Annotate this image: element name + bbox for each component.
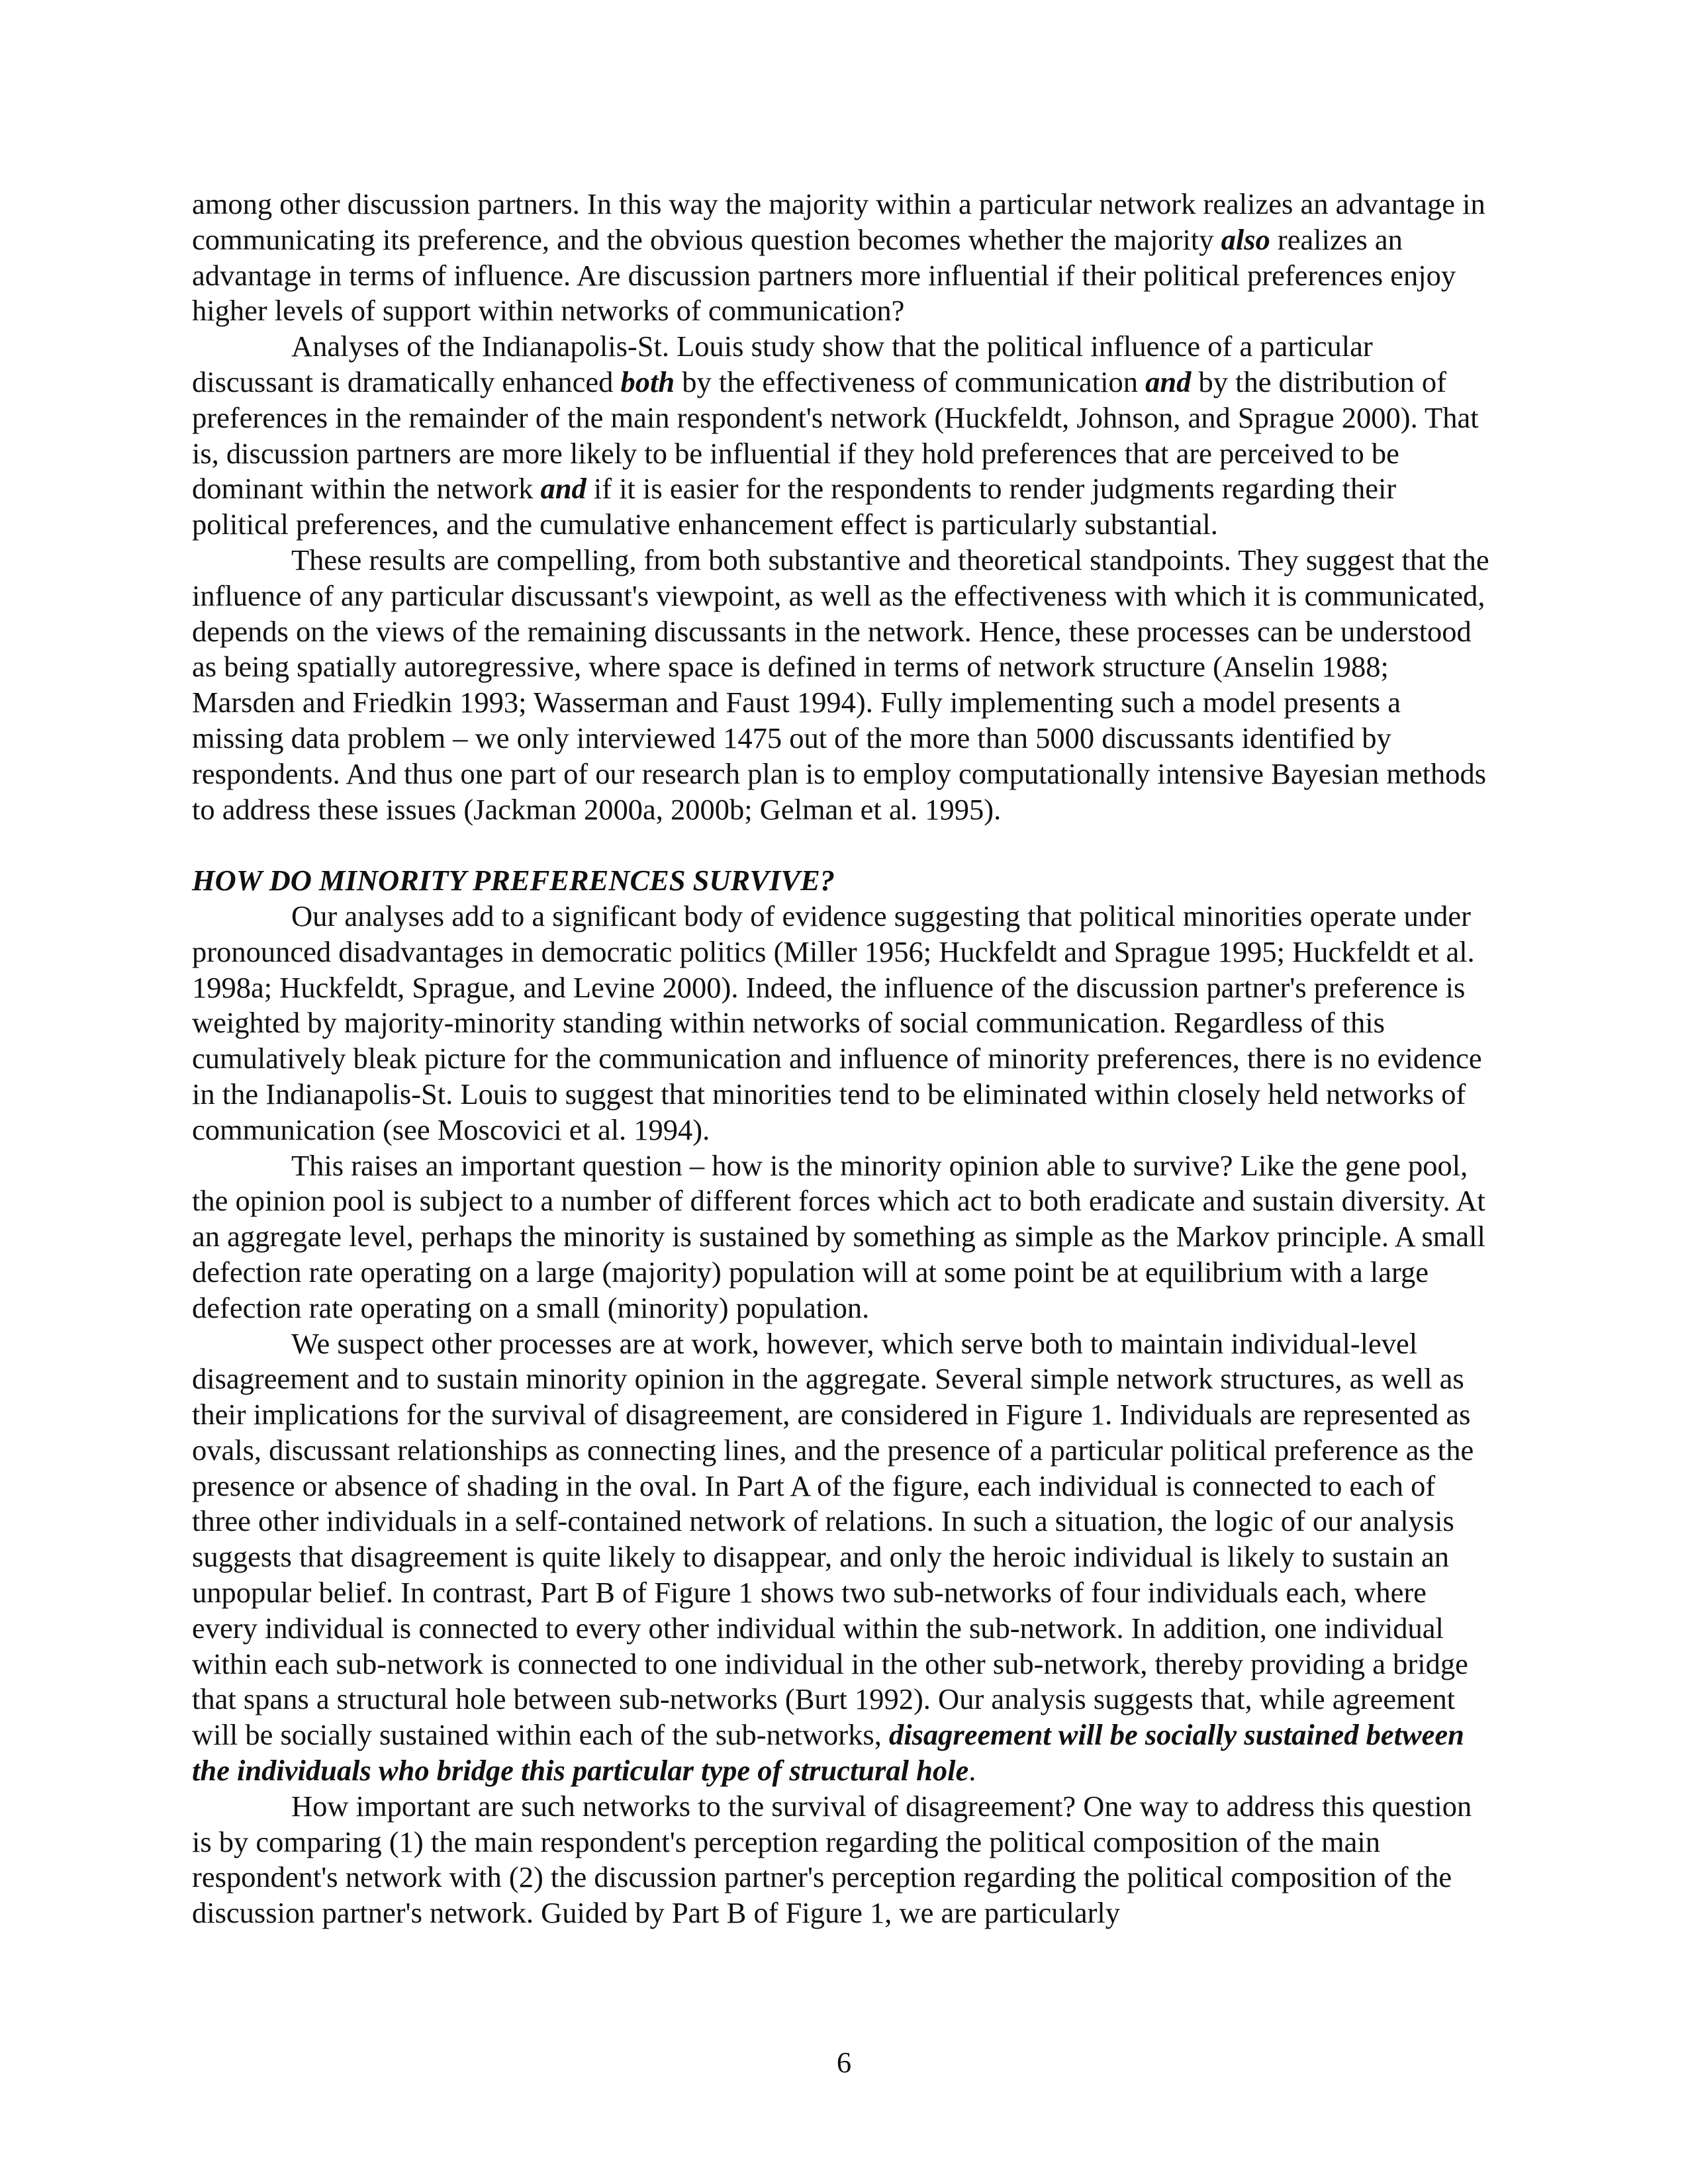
paragraph-2-text-a: Analyses of the Indianapolis-St. Louis study show that the political influence of a particular discussant is dramatically enhanced (192, 330, 1373, 398)
paragraph-1-text-a: among other discussion partners. In this way the majority within a particular network realizes an advantage in communicating its preference, and the obvious question becomes whether the majority (192, 187, 1485, 256)
paragraph-1-emphasis-also: also (1221, 222, 1270, 256)
paragraph-2 (192, 329, 1496, 543)
paragraph-3: These results are compelling, from both substantive and theoretical standpoints. They suggest that the influence of any particular discussant's viewpoint, as well as the effectiveness with which it is communicated, depends on the views of the remaining discussants in the network. Hence, these processes can be understood as being spatially autoregressive, where space is defined in terms of network structure (Anselin 1988; Marsden and Friedkin 1993; Wasserman and Faust 1994). Fully implementing such a model presents a missing data problem – we only interviewed 1475 out of the more than 5000 discussants identified by respondents. And thus one part of our research plan is to employ computationally intensive Bayesian methods to address these issues (Jackman 2000a, 2000b; Gelman et al. 1995). (192, 543, 1489, 826)
page-number: 6 (836, 2046, 852, 2079)
paragraph-2-emphasis-and-2: and (540, 472, 586, 506)
paragraph-2-emphasis-and-1: and (1145, 365, 1192, 398)
paragraph-1 (192, 187, 1496, 329)
paragraph-2-text-d: if it is easier for the respondents to render judgments regarding their political preferences, and the cumulative enhancement effect is particularly substantial. (192, 472, 1397, 541)
document-body (192, 187, 1496, 1931)
paragraph-5: This raises an important question – how is the minority opinion able to survive? Like the gene pool, the opinion pool is subject to a number of different forces which act to both eradicate and sustain diversity. At an aggregate level, perhaps the minority is sustained by something as simple as the Markov principle. A small defection rate operating on a large (majority) population will at some point be at equilibrium with a large defection rate operating on a small (minority) population. (192, 1148, 1485, 1324)
paragraph-6-text-b: . (968, 1754, 976, 1788)
paragraph-6 (192, 1326, 1496, 1789)
paragraph-7: How important are such networks to the survival of disagreement? One way to address this question is by comparing (1) the main respondent's perception regarding the political composition of the main respondent's network with (2) the discussion partner's perception regarding the political composition of the discussion partner's network. Guided by Part B of Figure 1, we are particularly (192, 1789, 1472, 1930)
paragraph-6-emphasis: disagreement will be socially sustained between the individuals who bridge this particular type of structural hole (192, 1718, 1464, 1788)
section-heading: HOW DO MINORITY PREFERENCES SURVIVE? (192, 864, 835, 897)
paragraph-1-text-b: realizes an advantage in terms of influence. Are discussion partners more influential if their political preferences enjoy higher levels of support within networks of communication? (192, 222, 1456, 328)
paragraph-2-text-b: by the effectiveness of communication (675, 365, 1146, 398)
paragraph-4: Our analyses add to a significant body of evidence suggesting that political minorities operate under pronounced disadvantages in democratic politics (Miller 1956; Huckfeldt and Sprague 1995; Huckfeldt et al. 1998a; Huckfeldt, Sprague, and Levine 2000). Indeed, the influence of the discussion partner's preference is weighted by majority-minority standing within networks of social communication. Regardless of this cumulatively bleak picture for the communication and influence of minority preferences, there is no evidence in the Indianapolis-St. Louis to suggest that minorities tend to be eliminated within closely held networks of communication (see Moscovici et al. 1994). (192, 899, 1482, 1146)
paragraph-2-text-c: by the distribution of preferences in the remainder of the main respondent's network (Huckfeldt, Johnson, and Sprague 2000). That is, discussion partners are more likely to be influential if they hold preferences that are perceived to be dominant within the network (192, 365, 1479, 506)
paragraph-2-emphasis-both: both (620, 365, 675, 398)
paragraph-6-text-a: We suspect other processes are at work, however, which serve both to maintain individual-level disagreement and to sustain minority opinion in the aggregate. Several simple network structures, as well as their implications for the survival of disagreement, are considered in Figure 1. Individuals are represented as ovals, discussant relationships as connecting lines, and the presence of a particular political preference as the presence or absence of shading in the oval. In Part A of the figure, each individual is connected to each of three other individuals in a self-contained network of relations. In such a situation, the logic of our analysis suggests that disagreement is quite likely to disappear, and only the heroic individual is likely to sustain an unpopular belief. In contrast, Part B of Figure 1 shows two sub-networks of four individuals each, where every individual is connected to every other individual within the sub-network. In addition, one individual within each sub-network is connected to one individual in the other sub-network, thereby providing a bridge that spans a structural hole between sub-networks (Burt 1992). Our analysis suggests that, while agreement will be socially sustained within each of the sub-networks, (192, 1326, 1474, 1752)
